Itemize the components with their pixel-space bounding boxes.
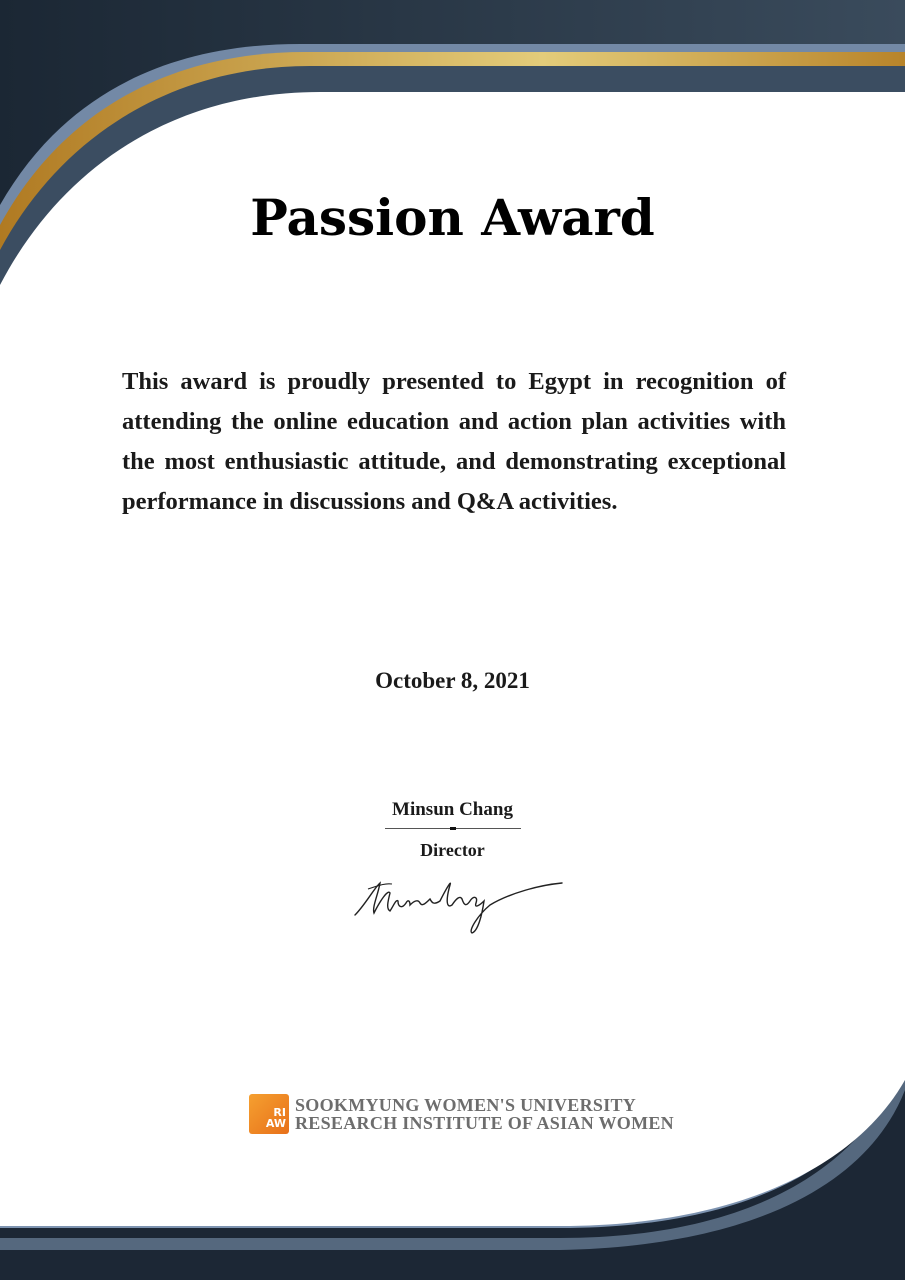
logo-university-name: SOOKMYUNG WOMEN'S UNIVERSITY	[295, 1095, 637, 1115]
award-description: This award is proudly presented to Egypt in recognition of attending the online education and action plan activities with the most enthusiastic attitude, and demonstrating exceptional performance in discussions and Q&A activities.	[122, 368, 786, 515]
logo-mark-bottom: AW	[265, 1117, 286, 1130]
award-title: Passion Award	[250, 188, 655, 247]
logo-institute-name: RESEARCH INSTITUTE OF ASIAN WOMEN	[295, 1113, 674, 1133]
institution-logo	[249, 1094, 674, 1134]
signer-role: Director	[420, 840, 485, 860]
riaw-logo-mark	[249, 1094, 289, 1134]
award-date: October 8, 2021	[375, 668, 530, 693]
signer-name: Minsun Chang	[392, 799, 513, 820]
handwritten-signature	[350, 875, 570, 940]
logo-mark-top: RI	[273, 1106, 286, 1119]
signature-divider-mark	[450, 827, 456, 830]
